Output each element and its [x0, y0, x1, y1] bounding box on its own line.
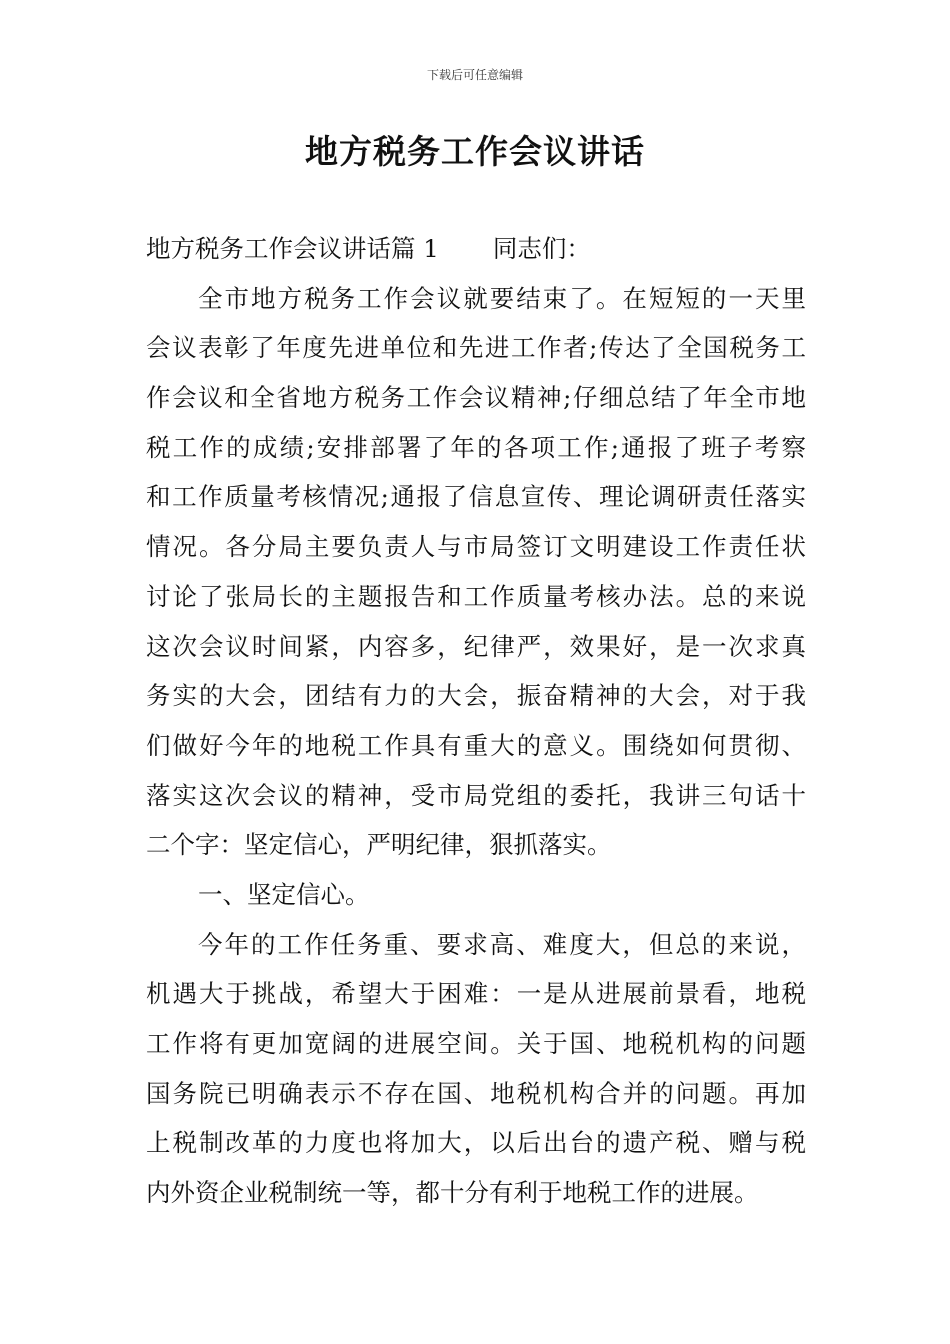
- text-line: 全市地方税务工作会议就要结束了。在短短的一天里: [198, 283, 806, 313]
- text-line: 今年的工作任务重、要求高、难度大，但总的来说，: [198, 929, 806, 959]
- text-line: 讨论了张局长的主题报告和工作质量考核办法。总的来说: [146, 581, 806, 611]
- text-line: 上税制改革的力度也将加大，以后出台的遗产税、赠与税: [146, 1128, 806, 1158]
- text-line: 工作将有更加宽阔的进展空间。关于国、地税机构的问题: [146, 1029, 806, 1058]
- text-line: 务实的大会，团结有力的大会，振奋精神的大会，对于我: [146, 681, 806, 711]
- text-line: 落实这次会议的精神，受市局党组的委托，我讲三句话十: [146, 780, 806, 810]
- text-line: 这次会议时间紧，内容多，纪律严，效果好，是一次求真: [146, 631, 806, 661]
- text-line: 税工作的成绩;安排部署了年的各项工作;通报了班子考察: [146, 432, 806, 462]
- paragraph: [146, 274, 806, 870]
- document-title: 地方税务工作会议讲话: [305, 132, 645, 171]
- text-line: 二个字：坚定信心，严明纪律，狠抓落实。: [146, 830, 612, 860]
- section-heading: [146, 870, 806, 920]
- text-line: 机遇大于挑战，希望大于困难：一是从进展前景看，地税: [146, 979, 806, 1009]
- text-line: 会议表彰了年度先进单位和先进工作者;传达了全国税务工: [146, 333, 806, 363]
- text-line: 国务院已明确表示不存在国、地税机构合并的问题。再加: [146, 1078, 806, 1108]
- text-line: 和工作质量考核情况;通报了信息宣传、理论调研责任落实: [146, 482, 806, 512]
- text-line: 情况。各分局主要负责人与市局签订文明建设工作责任状: [146, 532, 806, 562]
- document-body: [146, 224, 806, 1218]
- text-line: 作会议和全省地方税务工作会议精神;仔细总结了年全市地: [146, 383, 806, 413]
- text-line: 一、坚定信心。: [198, 879, 370, 909]
- intro-line: [146, 224, 806, 274]
- paragraph: [146, 920, 806, 1218]
- text-line: 们做好今年的地税工作具有重大的意义。围绕如何贯彻、: [146, 730, 806, 760]
- salutation: 同志们：: [492, 234, 591, 263]
- text-line: 内外资企业税制统一等，都十分有利于地税工作的进展。: [146, 1178, 759, 1208]
- intro-heading: 地方税务工作会议讲话篇 1: [146, 234, 439, 263]
- header-note: 下载后可任意编辑: [426, 68, 523, 82]
